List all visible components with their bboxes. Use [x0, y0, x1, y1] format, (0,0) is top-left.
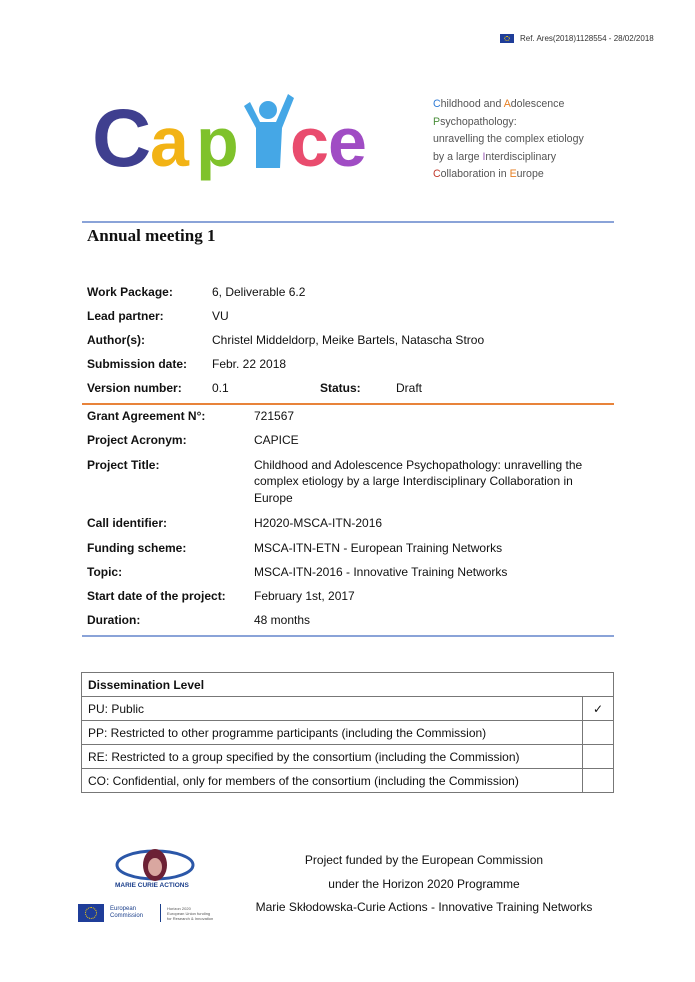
- info-label: Lead partner:: [87, 309, 164, 323]
- info-label: Work Package:: [87, 285, 173, 299]
- info-label: Submission date:: [87, 357, 188, 371]
- table-row: [82, 697, 614, 721]
- tagline-text: sychopathology:: [440, 115, 517, 128]
- grant-label: Topic:: [87, 565, 123, 579]
- grant-label: Start date of the project:: [87, 589, 226, 603]
- funding-line: Marie Skłodowska-Curie Actions - Innovative Training Networks: [255, 900, 593, 914]
- reference-stamp: [500, 34, 654, 43]
- tagline-initial: E: [509, 168, 517, 180]
- marie-curie-text: MARIE CURIE ACTIONS: [115, 882, 189, 889]
- capice-logo: [92, 88, 382, 188]
- tagline-initial: C: [433, 168, 441, 180]
- info-value: VU: [212, 309, 229, 323]
- document-title: Annual meeting 1: [87, 226, 216, 245]
- info-label: Version number:: [87, 381, 182, 395]
- logo-tagline: [433, 96, 584, 184]
- tagline-line-4: [433, 149, 584, 167]
- dissemination-header: Dissemination Level: [82, 673, 614, 697]
- info-value: Febr. 22 2018: [212, 357, 287, 371]
- check-cell: [583, 721, 614, 745]
- reference-text: Ref. Ares(2018)1128554 - 28/02/2018: [520, 34, 654, 43]
- table-row: [82, 721, 614, 745]
- h2020-line: European Union funding: [167, 910, 211, 916]
- check-cell: [583, 745, 614, 769]
- funding-line: under the Horizon 2020 Programme: [328, 876, 520, 891]
- grant-value: 48 months: [254, 613, 311, 627]
- tagline-initial: I: [482, 150, 486, 163]
- info-value: 0.1: [212, 381, 229, 395]
- logo-separator: [160, 904, 161, 922]
- tagline-line-5: [433, 166, 584, 184]
- grant-value: MSCA-ITN-ETN - European Training Networks: [254, 541, 503, 555]
- eu-flag-icon: [78, 904, 104, 922]
- horizon-2020-text: [167, 906, 227, 921]
- grant-label: Grant Agreement N°:: [87, 409, 206, 423]
- grant-value: February 1st, 2017: [254, 589, 355, 603]
- child-figure-icon: [244, 94, 294, 168]
- dissemination-option: CO: Confidential, only for members of the consortium (including the Commission): [82, 769, 583, 793]
- logo-letter-p: p: [196, 103, 239, 181]
- grant-label: Funding scheme:: [87, 541, 187, 555]
- h2020-line: for Research & Innovation: [167, 915, 214, 921]
- grant-value: MSCA-ITN-2016 - Innovative Training Networks: [254, 565, 508, 579]
- grant-value: H2020-MSCA-ITN-2016: [254, 516, 383, 530]
- logo-letter-c1: C: [92, 93, 152, 184]
- tagline-line-2: [433, 114, 584, 132]
- table-header-row: [82, 673, 614, 697]
- info-value: Christel Middeldorp, Meike Bartels, Natascha Stroo: [212, 333, 485, 347]
- divider-orange: [82, 403, 614, 405]
- grant-label: Call identifier:: [87, 516, 168, 530]
- check-cell: [583, 769, 614, 793]
- funding-statement: [232, 849, 616, 920]
- dissemination-table: [81, 672, 614, 793]
- logo-letter-a: a: [150, 103, 189, 181]
- h2020-line: Horizon 2020: [167, 905, 191, 911]
- european-commission-logo: [78, 901, 238, 925]
- tagline-line-1: [433, 96, 584, 114]
- divider-top: [82, 221, 614, 223]
- dissemination-option: PU: Public: [82, 697, 583, 721]
- grant-value: CAPICE: [254, 433, 299, 447]
- capice-logo-graphic: [92, 88, 382, 188]
- logo-letter-c2: c: [290, 103, 329, 181]
- marie-curie-portrait-icon: [110, 845, 200, 885]
- status-label: Status:: [320, 381, 361, 395]
- info-value: 6, Deliverable 6.2: [212, 285, 306, 299]
- grant-label: Project Title:: [87, 458, 160, 472]
- checkmark-icon: ✓: [583, 697, 614, 721]
- grant-label: Project Acronym:: [87, 433, 187, 447]
- tagline-initial: P: [433, 115, 441, 128]
- dissemination-option: PP: Restricted to other programme participants (including the Commission): [82, 721, 583, 745]
- logo-letter-e: e: [328, 103, 367, 181]
- grant-value: 721567: [254, 409, 295, 423]
- tagline-text: by a large: [433, 150, 483, 163]
- tagline-text: dolescence: [510, 98, 565, 110]
- tagline-text: hildhood and: [440, 98, 504, 110]
- table-row: [82, 769, 614, 793]
- tagline-initial: A: [503, 98, 511, 110]
- ec-label: [110, 906, 154, 920]
- tagline-text: urope: [516, 168, 544, 180]
- funding-line: Project funded by the European Commission: [304, 853, 544, 867]
- tagline-text: nterdisciplinary: [485, 150, 557, 163]
- info-label: Author(s):: [87, 333, 145, 347]
- table-row: [82, 745, 614, 769]
- tagline-initial: C: [433, 98, 441, 110]
- status-value: Draft: [396, 381, 423, 395]
- ec-label-line: Commission: [110, 913, 144, 919]
- eu-flag-icon: [500, 34, 514, 43]
- grant-label: Duration:: [87, 613, 141, 627]
- grant-value-line: complex etiology by a large Interdisciplinary Collaboration in: [254, 474, 573, 488]
- grant-value-line: Europe: [254, 491, 293, 505]
- ec-label-line: European: [110, 906, 137, 912]
- tagline-text: ollaboration in: [440, 168, 510, 180]
- grant-value-line: Childhood and Adolescence Psychopathology: unravelling the: [254, 458, 583, 472]
- divider-bottom: [82, 635, 614, 637]
- tagline-line-3: unravelling the complex etiology: [433, 133, 584, 145]
- dissemination-option: RE: Restricted to a group specified by the consortium (including the Commission): [82, 745, 583, 769]
